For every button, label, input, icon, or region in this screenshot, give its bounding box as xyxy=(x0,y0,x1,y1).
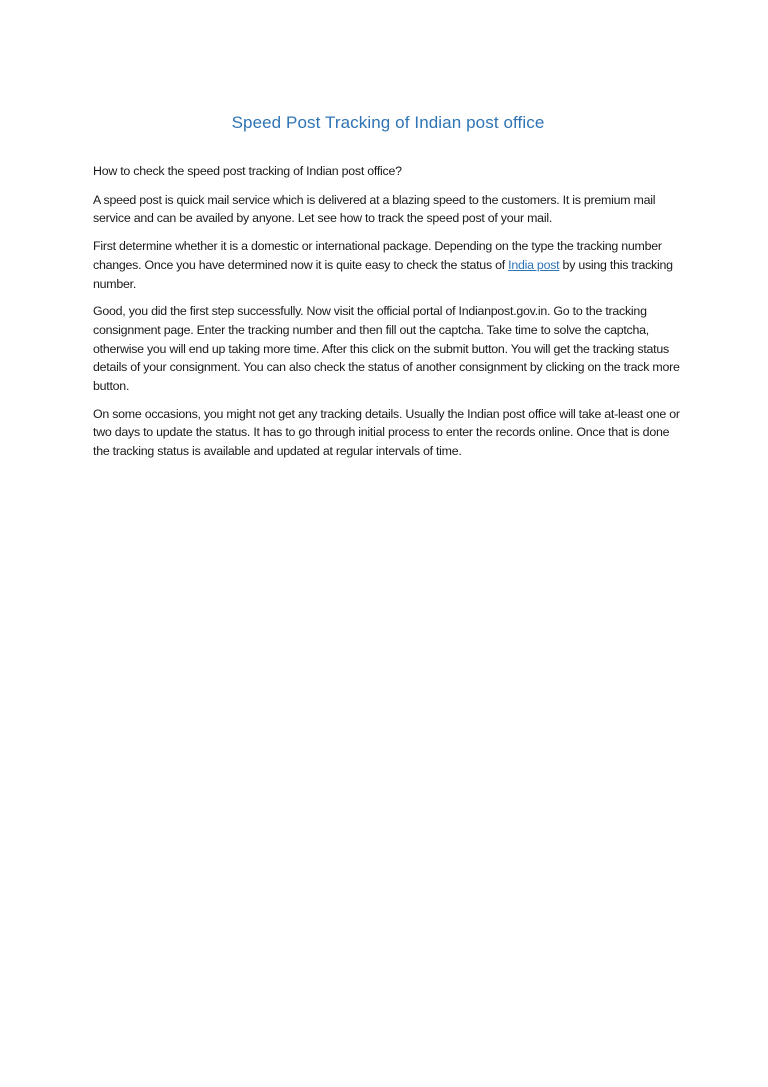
paragraph-text-before-link: First determine whether it is a domestic or international package. Depending on the type the tracking number changes. Once you have determined now it is quite easy to check the status of xyxy=(93,239,662,272)
document-body xyxy=(93,111,683,470)
paragraph-text-after-link: by using this tracking number. xyxy=(93,257,673,291)
page-title: Speed Post Tracking of Indian post office xyxy=(231,113,545,132)
paragraph-determine-package xyxy=(93,237,683,293)
paragraph-tracking-steps: Good, you did the first step successfully. Now visit the official portal of Indianpost.gov.in. Go to the tracking consignment page. Enter the tracking number and then fill out the captcha. Take time to solve the captcha, otherwise you will end up taking more time. After this click on the submit button. You will get the tracking status details of your consignment. You can also check the status of another consignment by clicking on the track more button. xyxy=(93,304,680,394)
paragraph-tracking-delay: On some occasions, you might not get any tracking details. Usually the Indian post office will take at-least one or two days to update the status. It has to go through initial process to enter the records online. Once that is done the tracking status is available and updated at regular intervals of time. xyxy=(93,406,680,459)
india-post-link[interactable]: India post xyxy=(508,257,560,272)
intro-question: How to check the speed post tracking of Indian post office? xyxy=(93,164,402,178)
paragraph-speed-post-definition: A speed post is quick mail service which is delivered at a blazing speed to the customers. It is premium mail service and can be availed by anyone. Let see how to track the speed post of your mail. xyxy=(93,192,656,226)
